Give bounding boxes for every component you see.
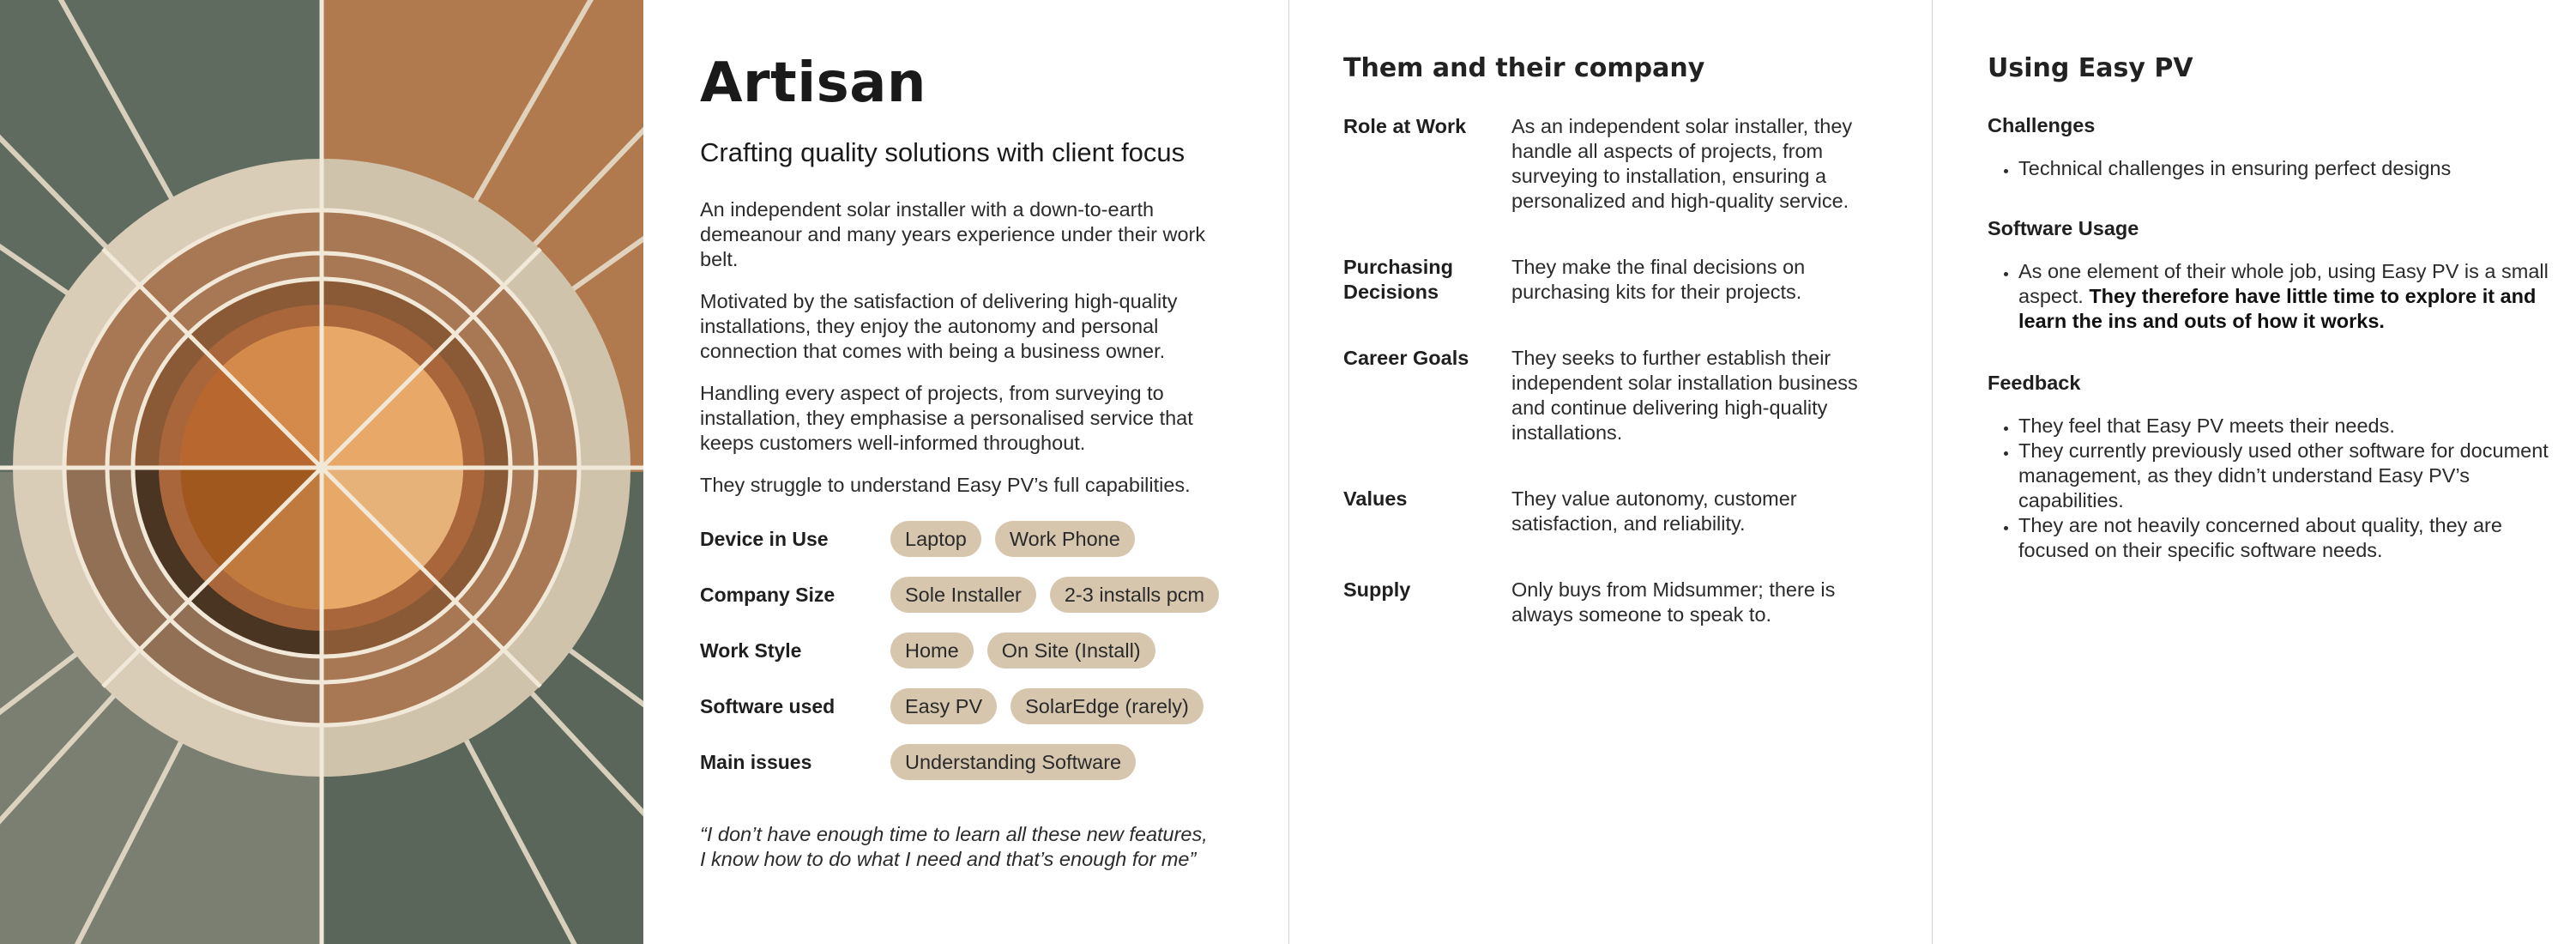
feedback-item: • They currently previously used other software for document management, as they didn’t understand Easy PV’s capabilities. (2018, 439, 2554, 513)
persona-title: Artisan (700, 51, 926, 115)
attribute-tag: Understanding Software (890, 744, 1136, 780)
attribute-label: Company Size (700, 583, 836, 606)
bio-paragraph: An independent solar installer with a down-to-earth demeanour and many years experience under their work belt. (700, 198, 1206, 270)
persona-subtitle: Crafting quality solutions with client focus (700, 137, 1185, 167)
company-row-text: They seeks to further establish their independent solar installation business and continue delivering high-quality installations. (1511, 347, 1858, 444)
column-divider (1932, 0, 1933, 944)
feedback-item: • They are not heavily concerned about quality, they are focused on their specific software needs. (2018, 513, 2554, 563)
company-row-text: As an independent solar installer, they handle all aspects of projects, from surveying to installation, ensuring a personalized and high-quality service. (1511, 115, 1853, 212)
attribute-tag: Work Phone (995, 521, 1135, 557)
challenges-section (1988, 114, 2554, 181)
software-usage-text: As one element of their whole job, using Easy PV is a small aspect. (2018, 260, 2549, 307)
feedback-item: • They feel that Easy PV meets their needs. (2018, 414, 2554, 439)
easy-pv-heading: Using Easy PV (1988, 53, 2193, 83)
attribute-tag: Laptop (890, 521, 981, 557)
persona-bio (700, 197, 1249, 498)
bio-paragraph: Handling every aspect of projects, from surveying to installation, they emphasise a personalised service that keeps customers well-informed throughout. (700, 382, 1193, 454)
company-row-supply (1343, 578, 1909, 627)
software-usage-item (2018, 259, 2554, 334)
column-divider (1288, 0, 1289, 944)
company-row-career-goals (1343, 346, 1909, 445)
company-row-purchasing (1343, 255, 1909, 305)
software-usage-emphasis: They therefore have little time to explore it and learn the ins and outs of how it works. (2018, 285, 2537, 332)
challenge-item: • Technical challenges in ensuring perfect designs (2018, 156, 2554, 181)
bio-paragraph: Motivated by the satisfaction of delivering high-quality installations, they enjoy the autonomy and personal connection that comes with being a business owner. (700, 290, 1178, 362)
abstract-sun-illustration (0, 0, 643, 944)
attribute-label: Device in Use (700, 527, 829, 550)
attribute-tag: Home (890, 632, 974, 669)
persona-attributes (700, 520, 1249, 781)
attribute-row-device (700, 520, 1249, 558)
company-row-text: They value autonomy, customer satisfaction, and reliability. (1511, 487, 1797, 535)
software-usage-section (1988, 217, 2554, 334)
company-row-label: Career Goals (1343, 347, 1469, 369)
software-usage-heading: Software Usage (1988, 217, 2139, 239)
company-row-role (1343, 114, 1909, 214)
attribute-label: Work Style (700, 638, 802, 662)
company-row-label: Values (1343, 487, 1408, 510)
attribute-tag: Sole Installer (890, 577, 1036, 613)
company-row-text: Only buys from Midsummer; there is always someone to speak to. (1511, 578, 1836, 626)
company-row-text: They make the final decisions on purchasing kits for their projects. (1511, 256, 1806, 303)
attribute-label: Software used (700, 694, 836, 717)
attribute-tag: 2-3 installs pcm (1050, 577, 1219, 613)
quote-line: “I don’t have enough time to learn all these new features, (700, 823, 1208, 845)
feedback-section (1988, 372, 2554, 563)
attribute-row-company-size (700, 576, 1249, 614)
company-row-label: Purchasing Decisions (1343, 256, 1453, 303)
attribute-row-work-style (700, 632, 1249, 669)
attribute-tag: On Site (Install) (987, 632, 1155, 669)
feedback-heading: Feedback (1988, 372, 2081, 394)
persona-artwork (0, 0, 643, 944)
company-section (1343, 53, 1909, 627)
attribute-row-main-issues (700, 743, 1249, 781)
company-row-label: Role at Work (1343, 115, 1467, 137)
company-row-values (1343, 487, 1909, 536)
persona-quote (700, 822, 1249, 872)
attribute-tag: SolarEdge (rarely) (1010, 688, 1204, 724)
bio-paragraph: They struggle to understand Easy PV’s full capabilities. (700, 474, 1191, 496)
challenges-heading: Challenges (1988, 114, 2096, 136)
attribute-label: Main issues (700, 750, 812, 773)
company-row-label: Supply (1343, 578, 1411, 601)
persona-overview (700, 51, 1249, 872)
company-heading: Them and their company (1343, 53, 1705, 83)
quote-line: I know how to do what I need and that’s enough for me” (700, 848, 1197, 870)
easy-pv-section (1988, 53, 2554, 563)
attribute-row-software (700, 687, 1249, 725)
attribute-tag: Easy PV (890, 688, 997, 724)
